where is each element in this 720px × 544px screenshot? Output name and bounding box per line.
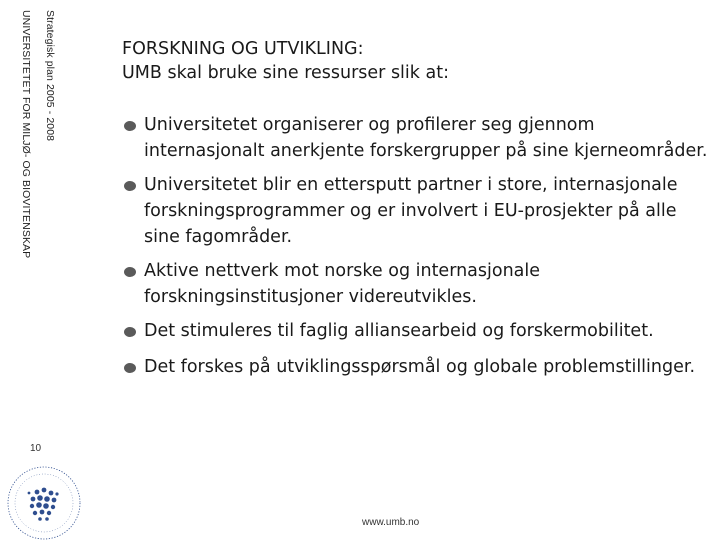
strategic-plan-label: Strategisk plan 2005 - 2008 xyxy=(44,10,56,142)
heading-subtitle: UMB skal bruke sine ressurser slik at: xyxy=(122,63,449,83)
sidebar-vertical-text xyxy=(14,10,66,280)
footer-url: www.umb.no xyxy=(362,517,420,528)
bullet-text: Universitetet organiserer og profilerer seg gjennom internasjonalt anerkjente forskergrupper på sine kjerneområder. xyxy=(144,115,708,161)
heading-title: FORSKNING OG UTVIKLING: xyxy=(122,39,364,59)
list-item xyxy=(124,354,714,380)
slide-heading xyxy=(122,37,449,85)
bullet-text: Universitetet blir en ettersputt partner i store, internasjonale forskningsprogrammer og er involvert i EU-prosjekter på alle sine fagområder. xyxy=(144,175,678,247)
university-name-label: UNIVERSITETET FOR MILJØ- OG BIOVITENSKAP xyxy=(20,10,32,259)
bullet-text: Det stimuleres til faglig alliansearbeid og forskermobilitet. xyxy=(144,321,654,341)
page-number: 10 xyxy=(30,443,42,454)
bullet-dot-icon xyxy=(124,363,136,373)
bullet-dot-icon xyxy=(124,121,136,131)
bullet-text: Aktive nettverk mot norske og internasjonale forskningsinstitusjoner videreutvikles. xyxy=(144,261,541,307)
university-logo-icon xyxy=(3,462,85,544)
list-item xyxy=(124,258,714,310)
bullet-text: Det forskes på utviklingsspørsmål og globale problemstillinger. xyxy=(144,357,696,377)
list-item xyxy=(124,318,714,344)
bullet-dot-icon xyxy=(124,327,136,337)
bullet-dot-icon xyxy=(124,181,136,191)
bullet-list xyxy=(124,112,714,388)
list-item xyxy=(124,172,714,250)
list-item xyxy=(124,112,714,164)
bullet-dot-icon xyxy=(124,267,136,277)
